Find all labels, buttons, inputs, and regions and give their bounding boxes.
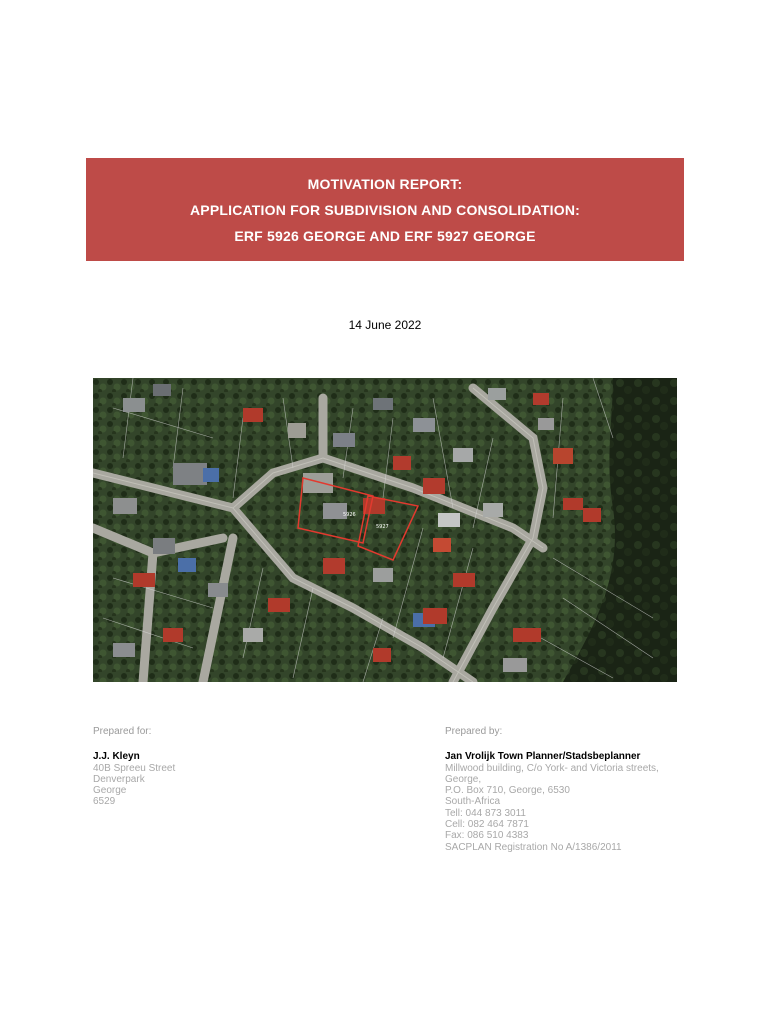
prepared-for-label: Prepared for:: [93, 726, 152, 737]
client-address-line: 6529: [93, 796, 116, 808]
prepared-by-block: [445, 726, 745, 853]
planner-name: Jan Vrolijk Town Planner/Stadsbeplanner: [445, 751, 641, 763]
client-address-line: Denverpark: [93, 773, 145, 785]
aerial-photo: [93, 378, 677, 682]
client-name: J.J. Kleyn: [93, 751, 140, 763]
title-banner: [86, 158, 684, 261]
planner-contact-line: SACPLAN Registration No A/1386/2011: [445, 841, 622, 853]
report-date: 14 June 2022: [348, 318, 422, 332]
planner-contact-line: Cell: 082 464 7871: [445, 819, 529, 831]
planner-contact-line: Fax: 086 510 4383: [445, 830, 529, 842]
planner-contact-line: P.O. Box 710, George, 6530: [445, 785, 570, 797]
planner-contact-line: George,: [445, 773, 482, 785]
planner-contact-line: Millwood building, C/o York- and Victoria streets,: [445, 762, 659, 774]
report-title: MOTIVATION REPORT:: [307, 176, 463, 192]
report-erf-line: ERF 5926 GEORGE AND ERF 5927 GEORGE: [234, 228, 536, 244]
erf-label-5926: 5926: [343, 512, 356, 518]
prepared-by-label: Prepared by:: [445, 726, 503, 737]
report-subtitle: APPLICATION FOR SUBDIVISION AND CONSOLIDATION:: [189, 202, 581, 218]
prepared-for-block: [93, 726, 393, 808]
client-address-line: 40B Spreeu Street: [93, 762, 176, 774]
erf-label-5927: 5927: [376, 524, 389, 530]
client-address-line: George: [93, 785, 127, 797]
planner-contact-line: South-Africa: [445, 796, 501, 808]
planner-contact-line: Tell: 044 873 3011: [445, 807, 526, 819]
